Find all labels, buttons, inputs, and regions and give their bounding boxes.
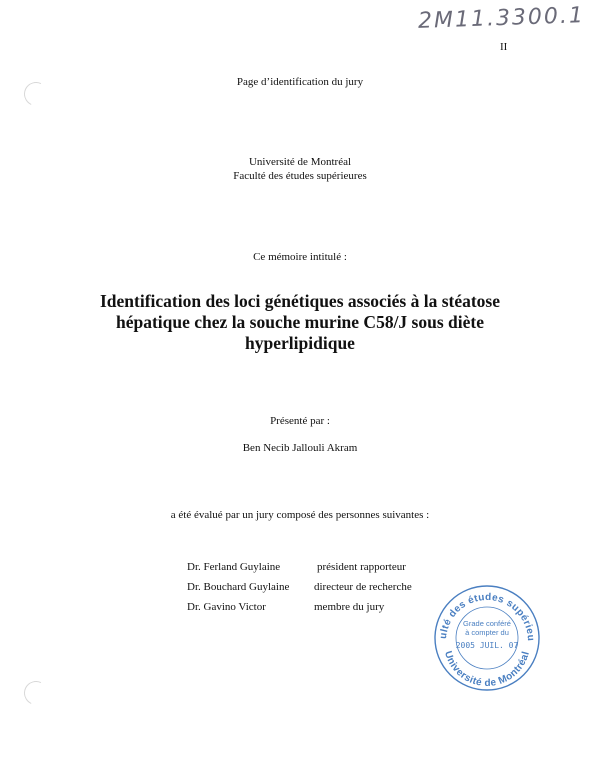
jury-member-role: directeur de recherche bbox=[314, 581, 412, 593]
thesis-title bbox=[40, 291, 560, 354]
university-name: Université de Montréal bbox=[248, 156, 352, 168]
stamp-date: 2005 JUIL. 07 bbox=[455, 641, 519, 650]
jury-member-name: Dr. Bouchard Guylaine bbox=[187, 581, 290, 593]
presented-by-label: Présenté par : bbox=[270, 415, 330, 427]
svg-text:Université de Montréal bbox=[442, 650, 532, 689]
stamp-top-text: ulté des études supérieu bbox=[437, 591, 537, 642]
jury-member-name: Dr. Ferland Guylaine bbox=[187, 561, 281, 573]
stamp-bottom-text: Université de Montréal bbox=[441, 649, 532, 690]
stamp-line-2: à compter du bbox=[465, 628, 509, 637]
jury-member-role: membre du jury bbox=[314, 601, 385, 613]
punch-hole-mark bbox=[21, 678, 52, 709]
faculty-name: Faculté des études supérieures bbox=[233, 170, 367, 182]
thesis-title-line: hépatique chez la souche murine C58/J sous diète bbox=[116, 312, 484, 332]
page-number: II bbox=[500, 41, 508, 53]
stamp-line-1: Grade conféré bbox=[463, 619, 511, 628]
thesis-title-line: Identification des loci génétiques associés à la stéatose bbox=[99, 291, 501, 311]
faculty-stamp bbox=[432, 583, 542, 693]
author-name: Ben Necib Jallouli Akram bbox=[242, 442, 358, 454]
jury-member-row bbox=[0, 561, 600, 577]
page-heading: Page d’identification du jury bbox=[236, 76, 364, 88]
thesis-title-line: hyperlipidique bbox=[245, 333, 355, 353]
jury-member-role: président rapporteur bbox=[317, 561, 406, 573]
handwritten-call-number: 2M11.3300.1 bbox=[417, 3, 586, 34]
jury-member-name: Dr. Gavino Victor bbox=[187, 601, 266, 613]
stamp-seal-icon bbox=[432, 583, 542, 693]
jury-intro: a été évalué par un jury composé des personnes suivantes : bbox=[170, 509, 430, 521]
memoire-label: Ce mémoire intitulé : bbox=[253, 251, 347, 263]
